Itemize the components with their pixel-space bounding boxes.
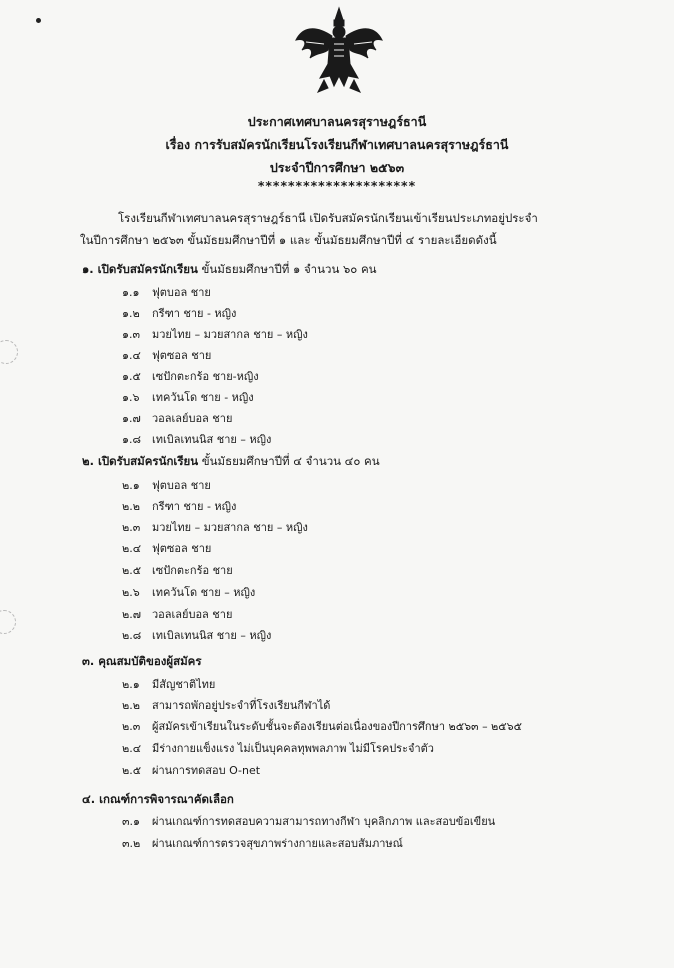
- item-number: ๑.๔: [122, 349, 141, 362]
- item-number: ๒.๘: [122, 629, 142, 642]
- item-text: มีร่างกายแข็งแรง ไม่เป็นบุคคลทุพพลภาพ ไม่มีโรคประจำตัว: [152, 742, 434, 755]
- list-item: [122, 325, 308, 343]
- list-item: [122, 583, 255, 601]
- list-item: [122, 304, 236, 322]
- list-item: [122, 367, 259, 385]
- item-number: ๑.๖: [122, 391, 140, 404]
- section-2-heading: ๒. เปิดรับสมัครนักเรียน: [82, 454, 199, 468]
- list-item: [122, 675, 215, 693]
- header-year: ประจำปีการศึกษา ๒๕๖๓: [269, 160, 405, 175]
- list-item: [122, 739, 434, 757]
- item-number: ๑.๗: [122, 412, 141, 425]
- section-4-heading: ๔. เกณฑ์การพิจารณาคัดเลือก: [82, 792, 234, 806]
- list-item: [122, 626, 271, 644]
- intro-line-1: โรงเรียนกีฬาเทศบาลนครสุราษฎร์ธานี เปิดรับสมัครนักเรียนเข้าเรียนประเภทอยู่ประจำ: [118, 211, 538, 225]
- section-title-3: [82, 653, 202, 671]
- item-text: กรีฑา ชาย - หญิง: [152, 500, 237, 513]
- item-text: ฟุตบอล ชาย: [152, 286, 211, 299]
- item-number: ๓.๑: [122, 815, 140, 828]
- list-item: [122, 761, 260, 779]
- list-item: [122, 346, 211, 364]
- header-line-1: ประกาศเทศบาลนครสุราษฎร์ธานี: [247, 114, 427, 129]
- item-number: ๑.๕: [122, 370, 141, 383]
- item-text: ผ่านเกณฑ์การตรวจสุขภาพร่างกายและสอบสัมภาษณ์: [152, 837, 403, 850]
- item-number: ๒.๗: [122, 608, 142, 621]
- list-item: [122, 834, 403, 852]
- garuda-emblem-icon: [294, 6, 384, 98]
- scan-mark: [36, 18, 41, 23]
- list-item: [122, 561, 233, 579]
- item-number: ๒.๔: [122, 742, 142, 755]
- item-number: ๒.๕: [122, 764, 142, 777]
- item-text: เทควันโด ชาย - หญิง: [152, 391, 254, 404]
- item-number: ๒.๓: [122, 521, 141, 534]
- item-number: ๒.๕: [122, 564, 142, 577]
- item-text: เซปักตะกร้อ ชาย: [152, 564, 233, 577]
- item-text: วอลเลย์บอล ชาย: [152, 412, 233, 425]
- section-title-4: [82, 791, 234, 809]
- item-text: วอลเลย์บอล ชาย: [152, 608, 233, 621]
- list-item: [122, 539, 211, 557]
- punch-hole-mark: [0, 610, 16, 634]
- list-item: [122, 497, 236, 515]
- item-number: ๒.๖: [122, 586, 140, 599]
- list-item: [122, 518, 308, 536]
- item-number: ๓.๒: [122, 837, 141, 850]
- header-subject: เรื่อง การรับสมัครนักเรียนโรงเรียนกีฬาเทศบาลนครสุราษฎร์ธานี: [165, 137, 509, 152]
- list-item: [122, 430, 271, 448]
- item-number: ๒.๒: [122, 699, 140, 712]
- list-item: [122, 388, 254, 406]
- item-number: ๒.๔: [122, 542, 142, 555]
- item-text: กรีฑา ชาย - หญิง: [152, 307, 237, 320]
- item-text: เซปักตะกร้อ ชาย-หญิง: [152, 370, 259, 383]
- item-number: ๑.๘: [122, 433, 141, 446]
- item-number: ๑.๒: [122, 307, 140, 320]
- item-text: ฟุตบอล ชาย: [152, 479, 211, 492]
- item-text: มวยไทย – มวยสากล ชาย – หญิง: [152, 521, 308, 534]
- list-item: [122, 476, 211, 494]
- item-number: ๑.๑: [122, 286, 140, 299]
- item-number: ๒.๓: [122, 720, 141, 733]
- list-item: [122, 283, 211, 301]
- item-number: ๑.๓: [122, 328, 140, 341]
- header-divider: *********************: [257, 178, 417, 193]
- section-title-2: [82, 453, 380, 471]
- item-text: มีสัญชาติไทย: [152, 678, 216, 691]
- list-item: [122, 409, 232, 427]
- list-item: [122, 696, 330, 714]
- item-number: ๒.๑: [122, 479, 140, 492]
- section-1-heading: ๑. เปิดรับสมัครนักเรียน: [82, 262, 198, 276]
- list-item: [122, 812, 495, 830]
- punch-hole-mark: [0, 340, 18, 364]
- list-item: [122, 717, 522, 735]
- section-3-heading: ๓. คุณสมบัติของผู้สมัคร: [82, 654, 202, 668]
- section-2-detail: ขั้นมัธยมศึกษาปีที่ ๔ จำนวน ๔๐ คน: [198, 454, 380, 468]
- item-text: ผ่านเกณฑ์การทดสอบความสามารถทางกีฬา บุคลิกภาพ และสอบข้อเขียน: [152, 815, 496, 828]
- item-text: เทควันโด ชาย – หญิง: [152, 586, 256, 599]
- section-title-1: [82, 261, 377, 279]
- section-1-detail: ขั้นมัธยมศึกษาปีที่ ๑ จำนวน ๖๐ คน: [197, 262, 377, 276]
- list-item: [122, 605, 232, 623]
- item-text: ผ่านการทดสอบ O-net: [152, 764, 261, 777]
- item-text: มวยไทย – มวยสากล ชาย – หญิง: [152, 328, 308, 341]
- item-text: ผู้สมัครเข้าเรียนในระดับชั้นจะต้องเรียนต่อเนื่องของปีการศึกษา ๒๕๖๓ – ๒๕๖๕: [152, 720, 522, 733]
- item-number: ๒.๑: [122, 678, 140, 691]
- intro-line-2: ในปีการศึกษา ๒๕๖๓ ขั้นมัธยมศึกษาปีที่ ๑ และ ขั้นมัธยมศึกษาปีที่ ๔ รายละเอียดดังนี้: [80, 233, 497, 247]
- item-text: ฟุตซอล ชาย: [152, 542, 212, 555]
- item-number: ๒.๒: [122, 500, 140, 513]
- item-text: สามารถพักอยู่ประจำที่โรงเรียนกีฬาได้: [152, 699, 331, 712]
- item-text: เทเบิลเทนนิส ชาย – หญิง: [152, 433, 272, 446]
- item-text: เทเบิลเทนนิส ชาย – หญิง: [152, 629, 272, 642]
- item-text: ฟุตซอล ชาย: [152, 349, 212, 362]
